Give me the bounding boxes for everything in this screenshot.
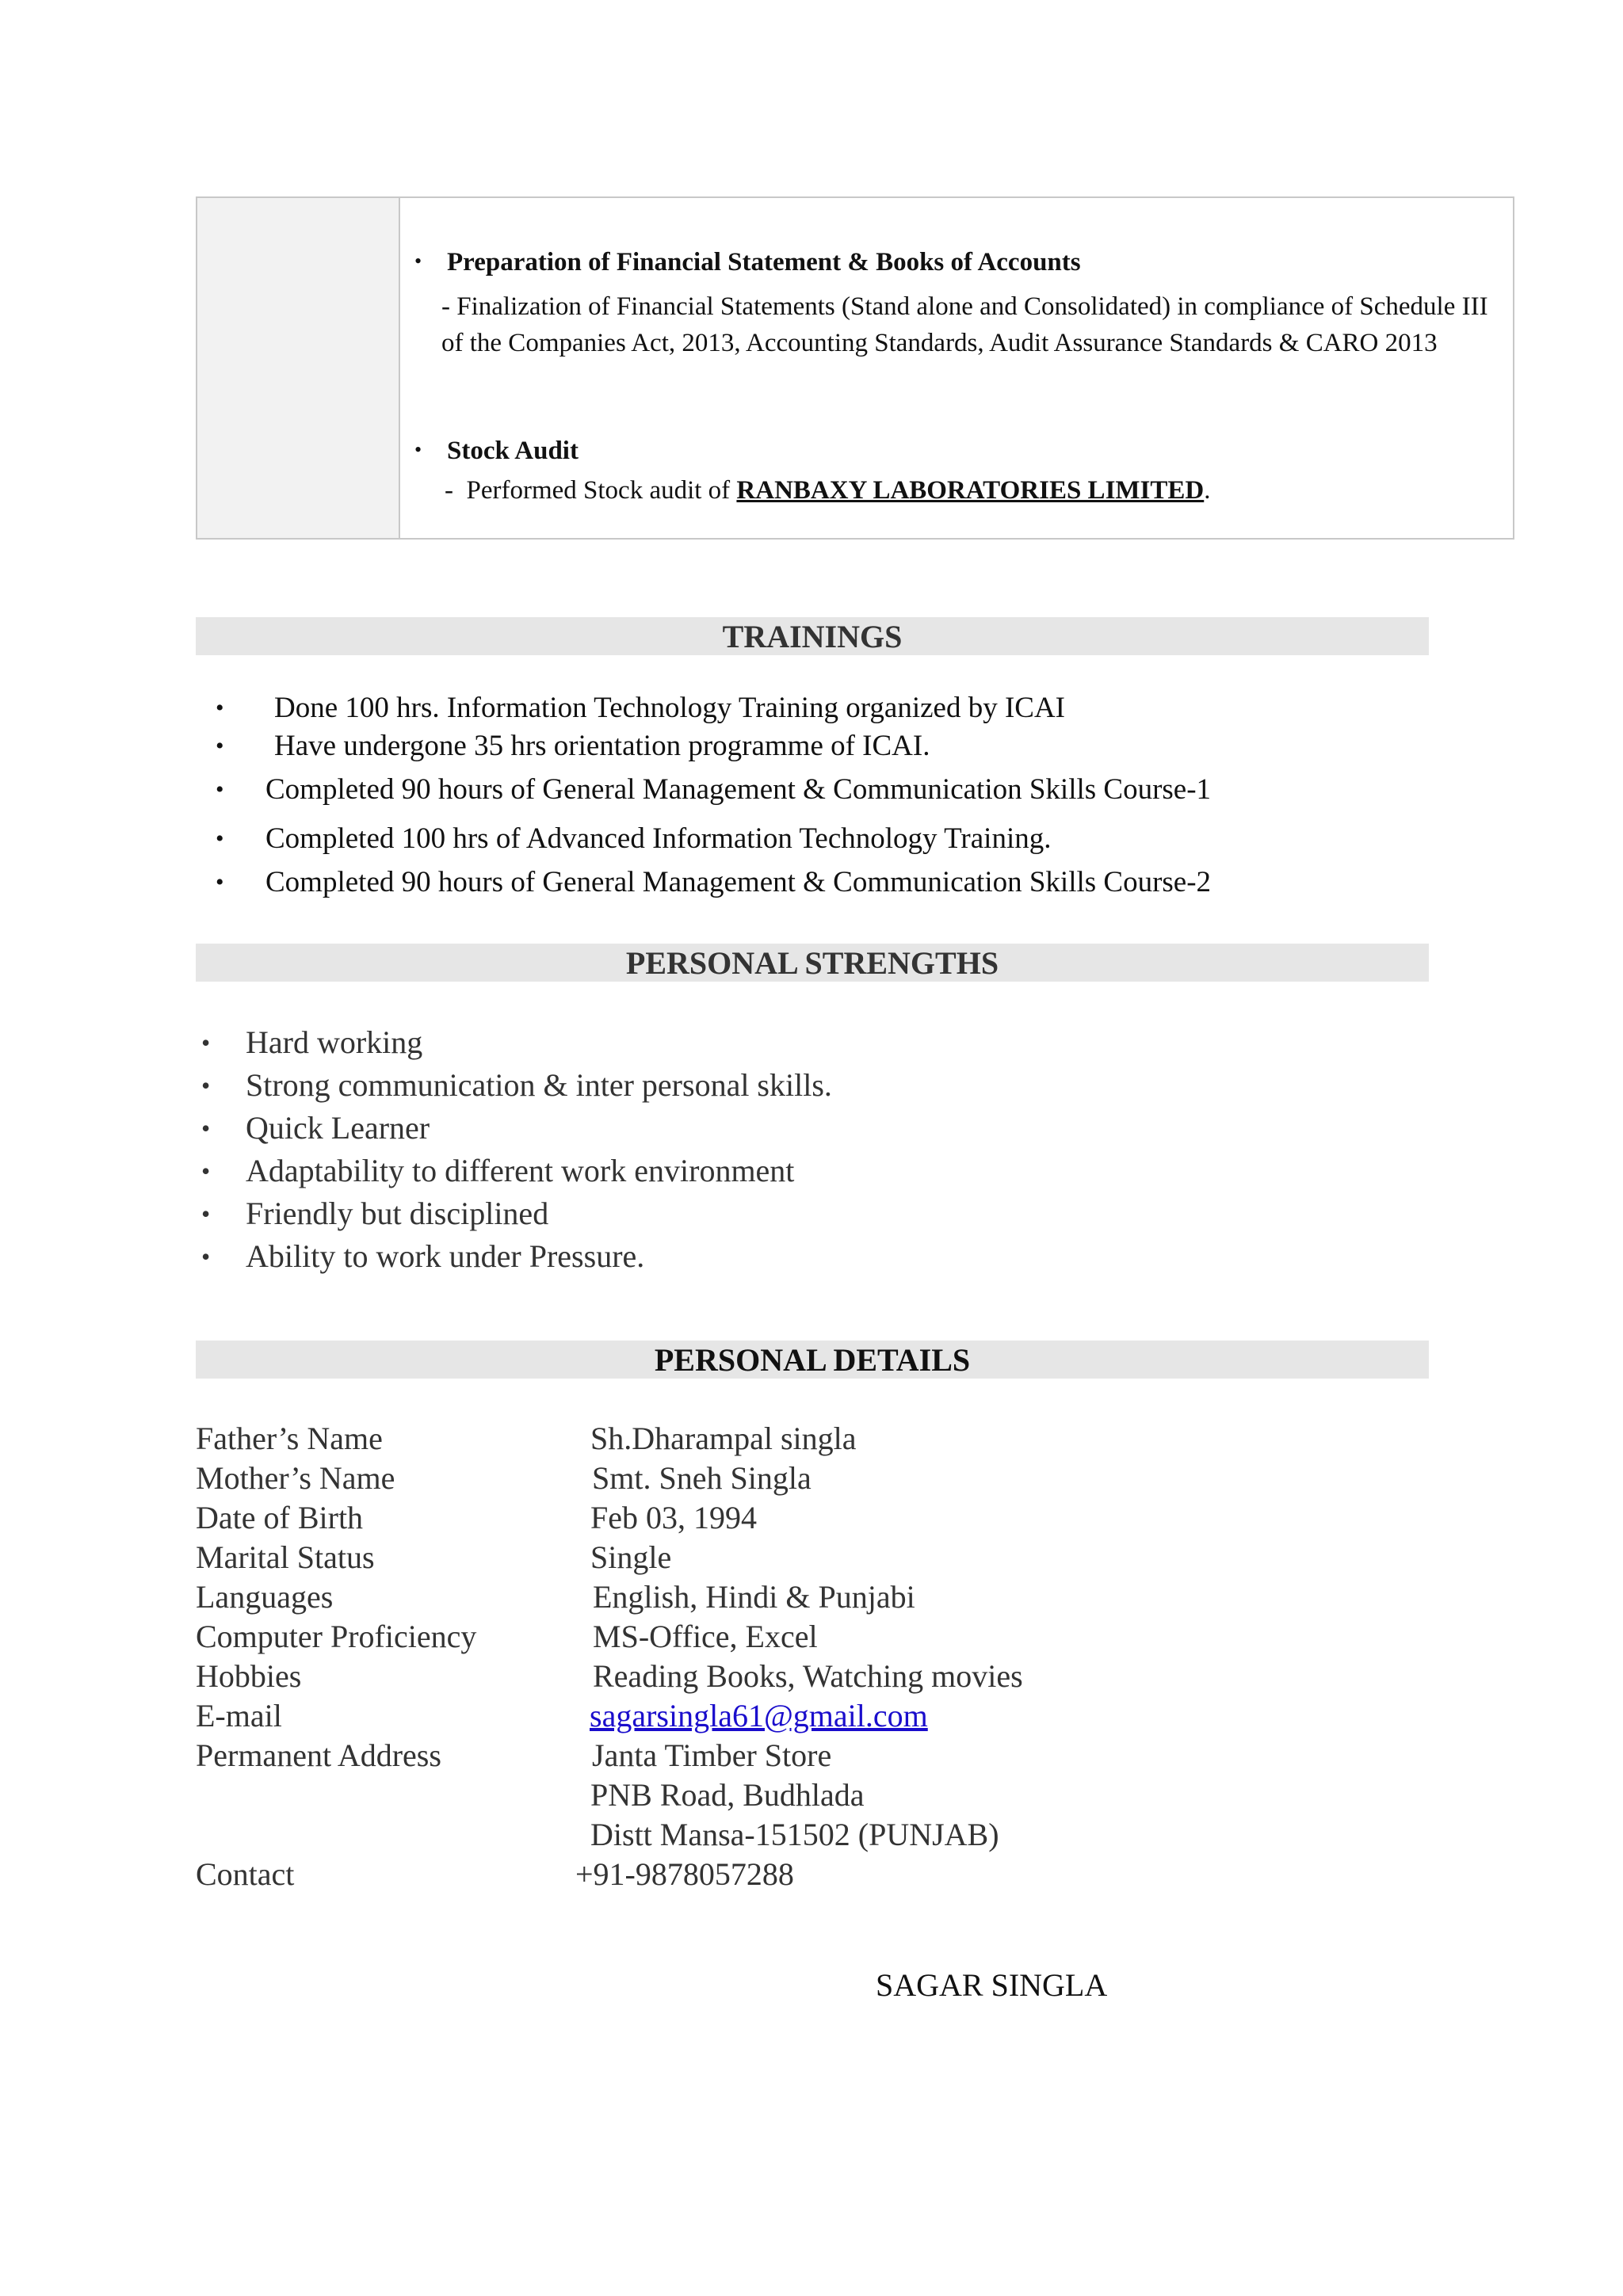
bullet-icon: • <box>216 869 224 895</box>
experience-item-description <box>445 472 1507 509</box>
bullet-icon: • <box>414 438 422 461</box>
detail-value: Smt. Sneh Singla <box>592 1460 812 1496</box>
detail-label: Date of Birth <box>196 1500 364 1535</box>
detail-row-email <box>196 1696 1464 1736</box>
strength-text: Quick Learner <box>246 1110 430 1146</box>
detail-row-address-line-2 <box>196 1775 1464 1815</box>
strength-text: Hard working <box>246 1024 423 1060</box>
detail-row-languages <box>196 1577 1464 1617</box>
detail-label: E-mail <box>196 1698 282 1733</box>
detail-value: Sh.Dharampal singla <box>590 1421 857 1456</box>
detail-row-address <box>196 1736 1464 1775</box>
experience-item-title: Preparation of Financial Statement & Books of Accounts <box>447 248 1081 277</box>
detail-value: MS-Office, Excel <box>593 1619 818 1654</box>
detail-row-hobbies <box>196 1657 1464 1696</box>
strength-text: Strong communication & inter personal skills. <box>246 1067 832 1103</box>
bullet-icon: • <box>216 776 224 803</box>
experience-content-cell <box>400 198 1513 538</box>
detail-row-address-line-3 <box>196 1815 1464 1855</box>
detail-row-computer-proficiency <box>196 1617 1464 1657</box>
experience-label-cell <box>197 198 400 538</box>
training-text: Completed 90 hours of General Management & Communication Skills Course-1 <box>265 773 1212 806</box>
bullet-icon: • <box>201 1157 211 1185</box>
detail-value: PNB Road, Budhlada <box>590 1777 865 1813</box>
training-text: Done 100 hrs. Information Technology Training organized by ICAI <box>274 692 1065 724</box>
bullet-icon: • <box>201 1071 211 1100</box>
detail-value: +91-9878057288 <box>575 1856 794 1892</box>
detail-value: Feb 03, 1994 <box>590 1500 757 1535</box>
detail-label: Contact <box>196 1856 295 1892</box>
section-header-strengths: PERSONAL STRENGTHS <box>196 944 1429 982</box>
detail-row-contact <box>196 1855 1464 1894</box>
detail-row-dob <box>196 1498 1464 1538</box>
description-prefix: - Performed Stock audit of <box>445 476 737 505</box>
detail-value: Distt Mansa-151502 (PUNJAB) <box>590 1817 999 1852</box>
detail-label: Mother’s Name <box>196 1460 395 1496</box>
detail-value: Reading Books, Watching movies <box>593 1658 1023 1694</box>
strength-text: Adaptability to different work environment <box>246 1153 795 1188</box>
bullet-icon: • <box>216 695 224 721</box>
company-name: RANBAXY LABORATORIES LIMITED <box>736 476 1205 505</box>
bullet-icon: • <box>414 250 422 273</box>
email-link[interactable]: sagarsingla61@gmail.com <box>590 1698 928 1733</box>
bullet-icon: • <box>201 1114 211 1142</box>
section-header-details: PERSONAL DETAILS <box>196 1341 1429 1379</box>
detail-row-marital-status <box>196 1538 1464 1577</box>
detail-label: Father’s Name <box>196 1421 383 1456</box>
bullet-icon: • <box>216 733 224 759</box>
section-header-trainings: TRAININGS <box>196 617 1429 655</box>
detail-row-mother <box>196 1459 1464 1498</box>
detail-label: Permanent Address <box>196 1737 441 1773</box>
detail-label: Languages <box>196 1579 334 1615</box>
detail-label: Marital Status <box>196 1539 375 1575</box>
training-text: Completed 90 hours of General Management & Communication Skills Course-2 <box>265 866 1212 898</box>
bullet-icon: • <box>201 1242 211 1271</box>
strength-text: Ability to work under Pressure. <box>246 1238 645 1274</box>
detail-row-father <box>196 1419 1464 1459</box>
bullet-icon: • <box>201 1199 211 1228</box>
detail-value: Single <box>590 1539 672 1575</box>
training-text: Completed 100 hrs of Advanced Information Technology Training. <box>265 822 1052 855</box>
detail-value: Janta Timber Store <box>592 1737 832 1773</box>
experience-item-description: - Finalization of Financial Statements (Stand alone and Consolidated) in compliance of Schedule III of the Companies Act, 2013, Accounting Standards, Audit Assurance Standards & CARO 2013 <box>441 292 1488 357</box>
experience-item-title: Stock Audit <box>447 437 579 465</box>
training-text: Have undergone 35 hrs orientation programme of ICAI. <box>274 730 930 762</box>
description-suffix: . <box>1204 476 1211 505</box>
strength-text: Friendly but disciplined <box>246 1196 549 1231</box>
signature-name: SAGAR SINGLA <box>876 1967 1108 2003</box>
detail-label: Computer Proficiency <box>196 1619 477 1654</box>
detail-value: English, Hindi & Punjabi <box>593 1579 915 1615</box>
experience-table <box>196 196 1514 540</box>
detail-label: Hobbies <box>196 1658 302 1694</box>
bullet-icon: • <box>201 1028 211 1057</box>
bullet-icon: • <box>216 826 224 852</box>
